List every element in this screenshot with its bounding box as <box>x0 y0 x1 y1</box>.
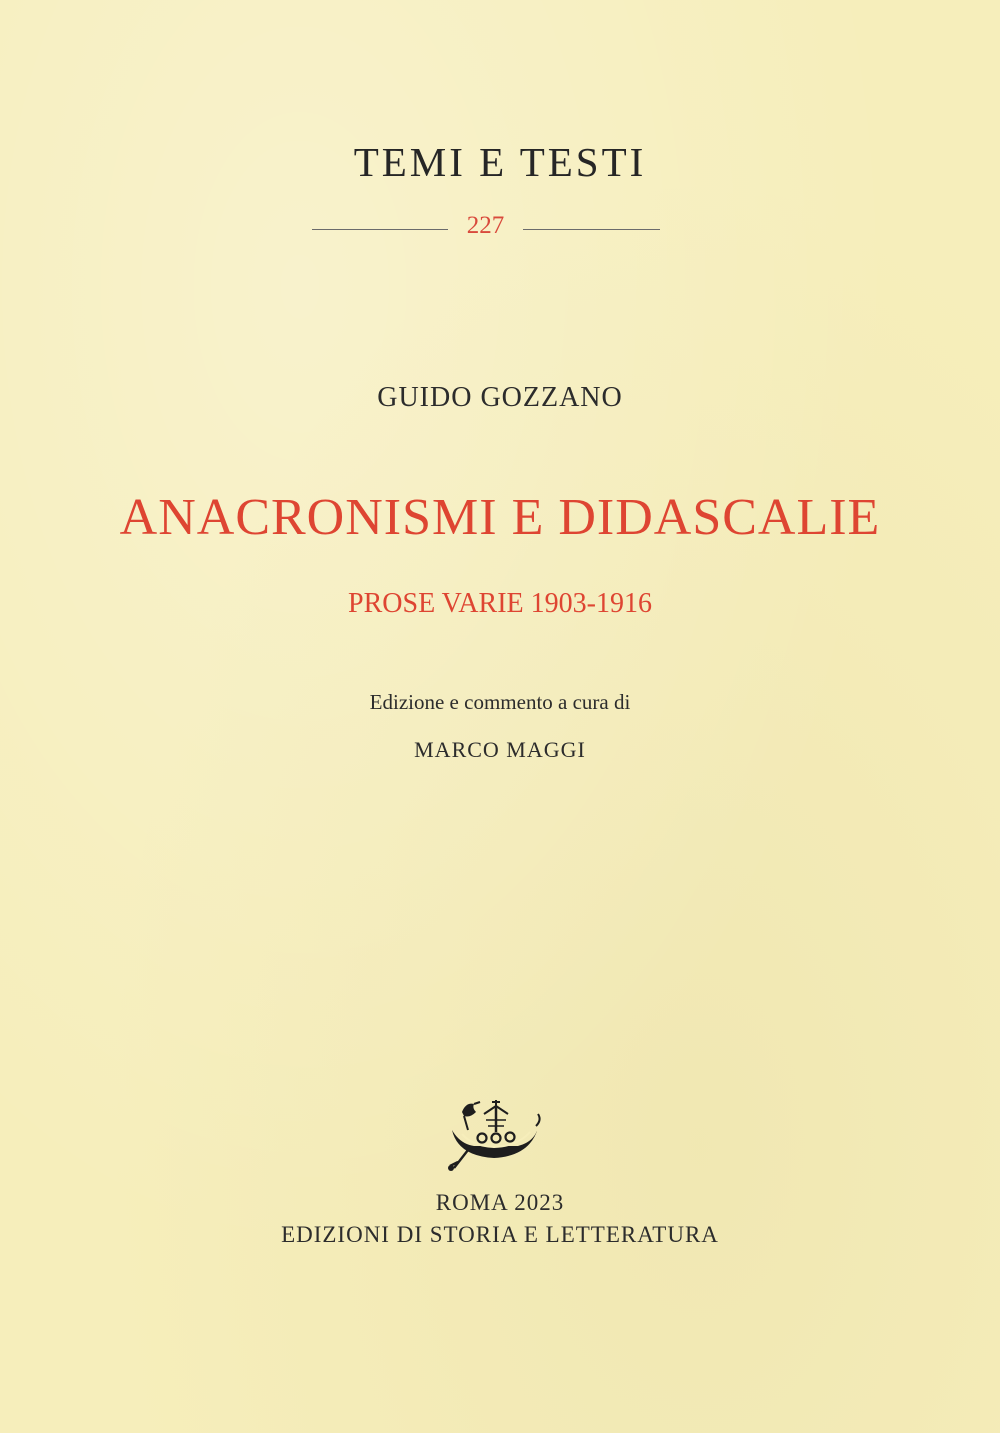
series-number-row <box>0 212 1000 246</box>
ship-with-bird-emblem-icon <box>438 1090 550 1174</box>
right-rule-divider <box>523 229 660 230</box>
edition-note: Edizione e commento a cura di <box>369 690 631 714</box>
book-title: ANACRONISMI E DIDASCALIE <box>119 489 881 546</box>
series-title: TEMI E TESTI <box>353 139 647 185</box>
left-rule-divider <box>312 229 448 230</box>
imprint-city-year: ROMA 2023 <box>435 1190 565 1215</box>
publisher-name: EDIZIONI DI STORIA E LETTERATURA <box>281 1222 719 1247</box>
series-number: 227 <box>466 212 505 239</box>
editor-name: MARCO MAGGI <box>414 737 586 762</box>
author-name: GUIDO GOZZANO <box>377 382 623 413</box>
book-subtitle: PROSE VARIE 1903-1916 <box>348 588 652 619</box>
